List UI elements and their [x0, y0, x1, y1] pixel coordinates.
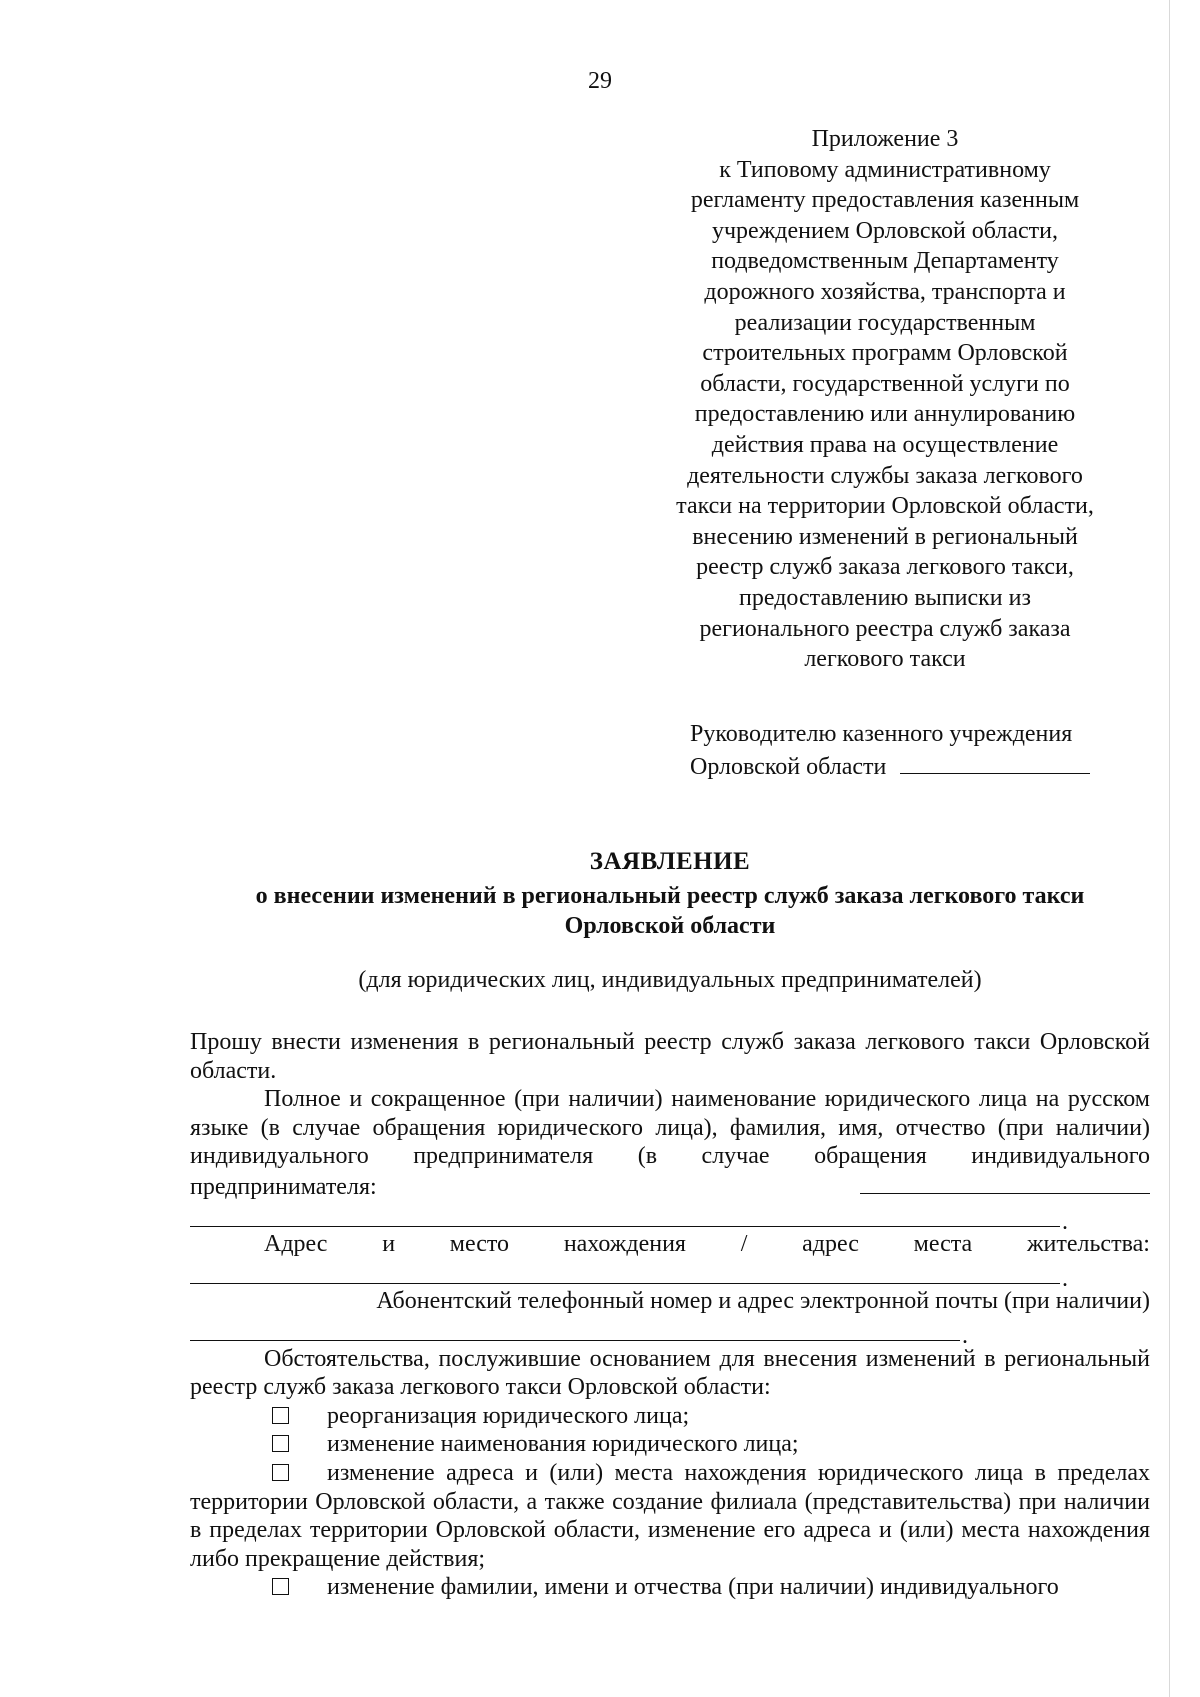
- appendix-line: дорожного хозяйства, транспорта и: [704, 278, 1066, 305]
- appendix-line: подведомственным Департаменту: [711, 248, 1059, 275]
- phone-fill-row: [190, 1316, 1150, 1349]
- recipient-block: [690, 718, 1130, 784]
- name-fill-line[interactable]: [190, 1226, 1060, 1227]
- document-subtitle: (для юридических лиц, индивидуальных предпринимателей): [358, 967, 982, 993]
- checkbox-icon[interactable]: [272, 1435, 289, 1452]
- phone-fill-line[interactable]: [190, 1340, 960, 1341]
- appendix-line: Приложение 3: [811, 126, 959, 152]
- address-word: адрес: [802, 1231, 859, 1258]
- name-paragraph-end: предпринимателя:: [190, 1173, 377, 1200]
- appendix-line: деятельности службы заказа легкового: [687, 462, 1083, 489]
- appendix-line: строительных программ Орловской: [702, 340, 1068, 367]
- appendix-line: такси на территории Орловской области,: [676, 493, 1094, 520]
- name-fill-period: .: [1062, 1208, 1068, 1235]
- option-entrepreneur-name-change[interactable]: [190, 1573, 1150, 1602]
- checkbox-icon[interactable]: [272, 1407, 289, 1424]
- appendix-line: к Типовому административному: [719, 156, 1051, 183]
- name-paragraph: [190, 1085, 1150, 1201]
- appendix-line: учреждением Орловской области,: [711, 217, 1059, 244]
- address-fill-line[interactable]: [190, 1283, 1060, 1284]
- checkbox-icon[interactable]: [272, 1464, 289, 1481]
- appendix-line: области, государственной услуги по: [700, 370, 1070, 397]
- option-label: реорганизация юридического лица;: [327, 1402, 690, 1429]
- appendix-line: действия права на осуществление: [711, 431, 1059, 458]
- address-word: Адрес: [264, 1231, 328, 1258]
- appendix-line: предоставлению выписки из: [739, 584, 1031, 611]
- phone-fill-period: .: [962, 1322, 968, 1349]
- circumstances-paragraph: Обстоятельства, послужившие основанием для внесения изменений в региональный реестр служб заказа легкового такси Орловской области:: [190, 1345, 1150, 1401]
- option-reorganization[interactable]: [190, 1402, 1150, 1431]
- address-word: места: [913, 1231, 973, 1258]
- title-line-2: о внесении изменений в региональный реестр служб заказа легкового такси: [255, 883, 1085, 909]
- recipient-name-blank[interactable]: [900, 751, 1090, 774]
- appendix-line: предоставлению или аннулированию: [694, 401, 1076, 428]
- address-word: нахождения: [563, 1231, 686, 1258]
- appendix-line: регламенту предоставления казенным: [690, 187, 1080, 214]
- appendix-header: [640, 124, 1130, 675]
- title-main: ЗАЯВЛЕНИЕ: [589, 848, 751, 875]
- appendix-line: внесению изменений в региональный: [692, 523, 1078, 550]
- option-name-change[interactable]: [190, 1430, 1150, 1459]
- address-fill-row: [190, 1259, 1150, 1292]
- option-label: изменение наименования юридического лица;: [327, 1431, 799, 1458]
- address-word: /: [740, 1231, 748, 1258]
- checkbox-icon[interactable]: [272, 1578, 289, 1595]
- address-word: место: [449, 1231, 510, 1258]
- title-line-3: Орловской области: [564, 913, 776, 939]
- appendix-line: реализации государственным: [734, 309, 1036, 336]
- option-address-change[interactable]: [190, 1459, 1150, 1573]
- page-number: 29: [588, 68, 612, 94]
- appendix-line: регионального реестра служб заказа: [699, 615, 1071, 642]
- address-label-row: [190, 1230, 1150, 1259]
- request-paragraph: Прошу внести изменения в региональный реестр служб заказа легкового такси Орловской области.: [190, 1029, 1150, 1084]
- address-word: жительства:: [1026, 1231, 1150, 1258]
- phone-label: Абонентский телефонный номер и адрес электронной почты (при наличии): [376, 1288, 1150, 1315]
- name-fill-row: [190, 1202, 1150, 1235]
- option-label: изменение фамилии, имени и отчества (при наличии) индивидуального: [327, 1574, 1059, 1601]
- option-label: изменение адреса и (или) места нахождения юридического лица в пределах территории Орловской области, а также создание филиала (представительства) при наличии в пределах территории Орловской области, изменение его адреса и (или) места нахождения либо прекращение действия;: [190, 1459, 1150, 1572]
- appendix-line: реестр служб заказа легкового такси,: [696, 554, 1074, 581]
- address-fill-period: .: [1062, 1265, 1068, 1292]
- scan-edge-line: [1169, 0, 1170, 1697]
- document-body: [190, 1028, 1150, 1602]
- name-blank-inline[interactable]: [860, 1171, 1150, 1194]
- appendix-line: легкового такси: [804, 646, 966, 673]
- recipient-line-2: [690, 751, 1130, 784]
- address-word: и: [382, 1231, 396, 1258]
- name-paragraph-text: Полное и сокращенное (при наличии) наименование юридического лица на русском языке (в случае обращения юридического лица), фамилия, имя, отчество (при наличии) индивидуального предпринимателя (в случае обращения индивидуального: [190, 1086, 1150, 1170]
- recipient-line-1: Руководителю казенного учреждения: [690, 721, 1073, 747]
- recipient-region: Орловской области: [690, 754, 887, 780]
- document-title: [190, 847, 1150, 941]
